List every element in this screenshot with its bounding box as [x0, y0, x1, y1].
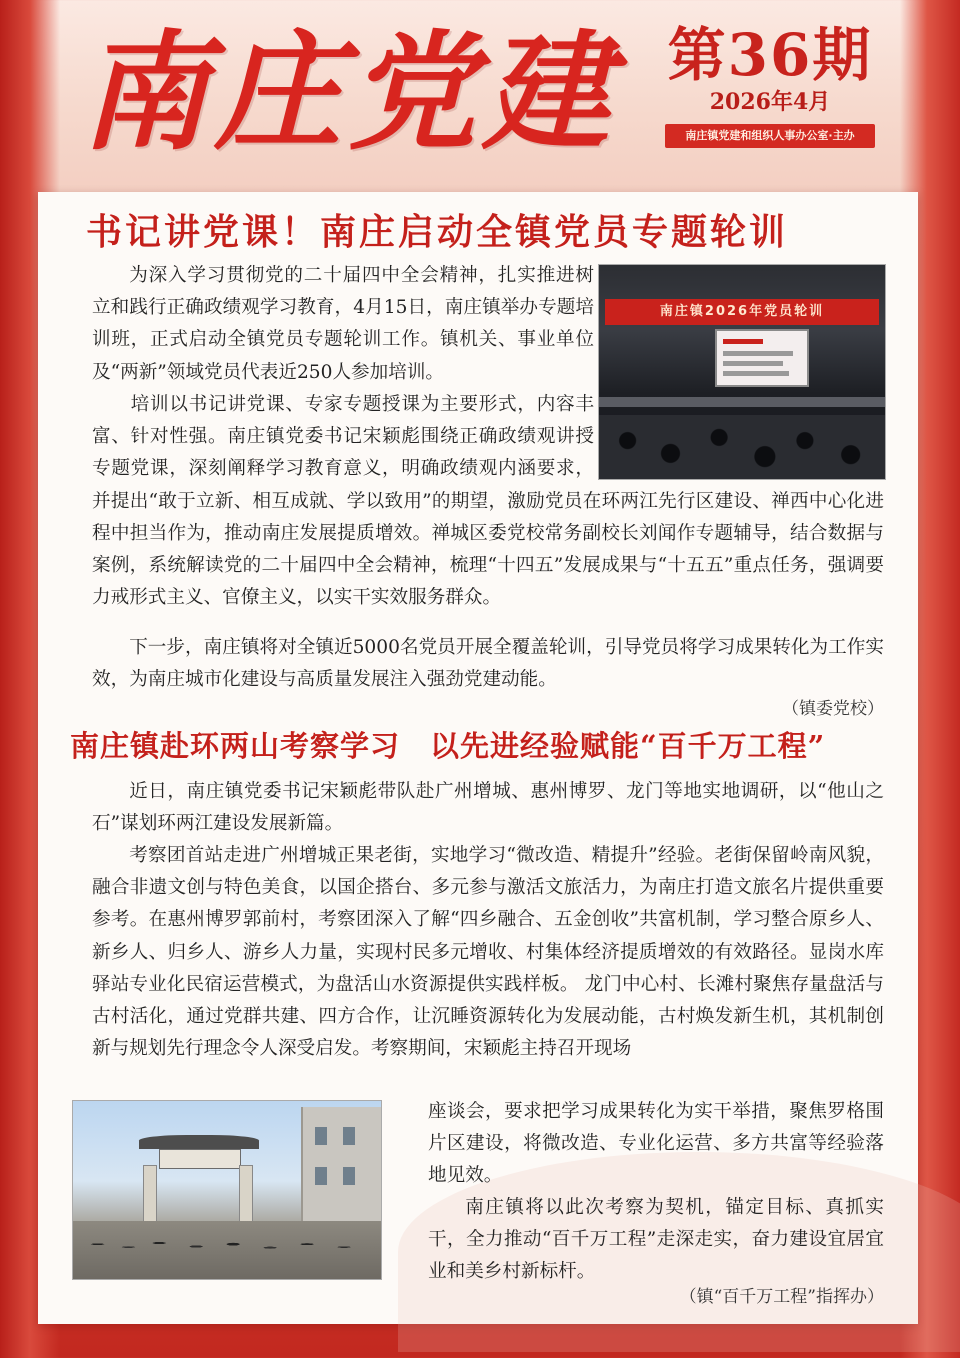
article1-source: （镇委党校） — [782, 699, 884, 719]
article2-paragraph-1: 近日，南庄镇党委书记宋颖彪带队赴广州增城、惠州博罗、龙门等地实地调研，以“他山之石”谋划环两江建设发展新篇。 — [92, 781, 884, 835]
delegation-group — [73, 1221, 381, 1279]
article1-headline: 书记讲党课！南庄启动全镇党员专题轮训 — [86, 211, 789, 253]
masthead-title: 南庄党建 — [80, 18, 617, 168]
content-paper — [38, 192, 918, 1324]
article2-headline: 南庄镇赴环两山考察学习 以先进经验赋能“百千万工程” — [70, 729, 826, 763]
issue-organizer: 南庄镇党建和组织人事办公室·主办 — [665, 124, 875, 148]
article1-paragraph-2: 培训以书记讲党课、专家专题授课为主要形式，内容丰富、针对性强。南庄镇党委书记宋颖彪围绕正确政绩观讲授专题党课，深刻阐释学习教育意义，明确政绩观内涵要求，并提出“敢于立新、相互成就、学以致用”的期望，激励党员在环两江先行区建设、禅西中心化进程中担当作为，推动南庄发展提质增效。禅城区委党校常务副校长刘闻作专题辅导，结合数据与案例，系统解读党的二十届四中全会精神，梳理“十四五”发展成果与“十五五”重点任务，强调要力戒形式主义、官僚主义，以实干实效服务群众。 — [92, 389, 884, 614]
article2-paragraph-2: 考察团首站走进广州增城正果老街，实地学习“微改造、精提升”经验。老街保留岭南风貌，融合非遗文创与特色美食，以国企搭台、多元参与激活文旅活力，为南庄打造文旅名片提供重要参考。在惠州博罗郭前村，考察团深入了解“四乡融合、五金创收”共富机制，学习整合原乡人、新乡人、归乡人、游乡人力量，实现村民多元增收、村集体经济提质增效的有效路径。显岗水库驿站专业化民宿运营模式，为盘活山水资源提供实践样板。 龙门中心村、长滩村聚焦存量盘活与古村活化，通过党群共建、四方合作，让沉睡资源转化为发展动能，古村焕发新生机，其机制创新与规划先行理念令人深受启发。考察期间，宋颖彪主持召开现场 — [92, 845, 884, 1060]
article1-paragraph-1: 为深入学习贯彻党的二十届四中全会精神，扎实推进树立和践行正确政绩观学习教育，4月15日，南庄镇举办专题培训班，正式启动全镇党员专题轮训工作。镇机关、事业单位及“两新”领域党员代表近250人参加培训。 — [92, 265, 594, 383]
article2-source: （镇“百千万工程”指挥办） — [679, 1287, 884, 1307]
projection-screen — [715, 329, 809, 387]
photo-wrap-spacer — [594, 389, 884, 481]
issue-number: 第36期 — [667, 21, 873, 89]
article2-paragraph-2-continued: 座谈会，要求把学习成果转化为实干举措，聚焦罗格围片区建设，将微改造、专业化运营、多方共富等经验落地见效。 — [428, 1101, 884, 1187]
archway — [139, 1135, 259, 1231]
issue-date: 2026年4月 — [709, 89, 831, 115]
study-tour-photo — [72, 1100, 382, 1280]
article2-paragraph-3: 南庄镇将以此次考察为契机，锚定目标、真抓实干，全力推动“百千万工程”走深走实，奋力建设宜居宜业和美乡村新标杆。 — [428, 1197, 884, 1283]
issue-box — [660, 22, 880, 152]
photo-banner-text: 南庄镇2026年党员轮训 — [605, 299, 879, 325]
article1-paragraph-3: 下一步，南庄镇将对全镇近5000名党员开展全覆盖轮训，引导党员将学习成果转化为工作实效，为南庄城市化建设与高质量发展注入强劲党建动能。 — [92, 637, 884, 691]
